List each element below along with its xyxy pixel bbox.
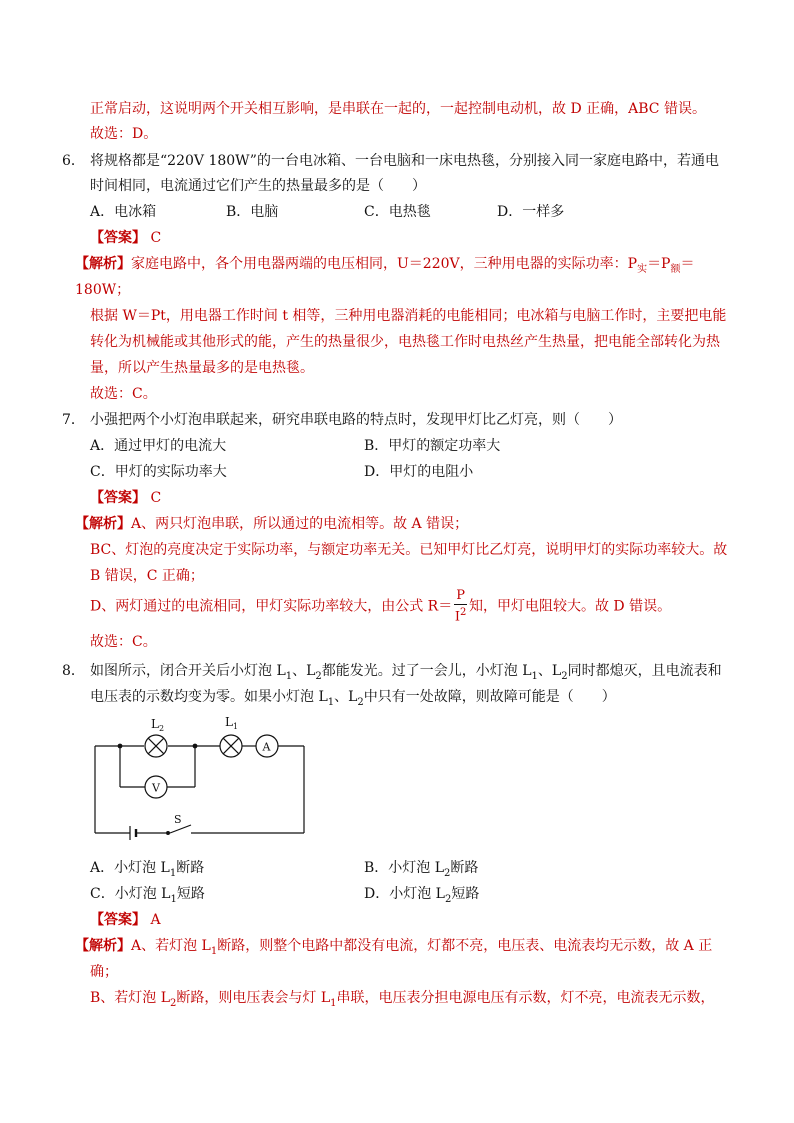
analysis-label: 【解析】 xyxy=(75,256,131,272)
q7-option-b: B．甲灯的额定功率大 xyxy=(364,438,501,454)
q8-s1e: 同时都熄灭，且电流表和 xyxy=(567,663,722,679)
q7-a1: A、两只灯泡串联，所以通过的电流相等。故 A 错误； xyxy=(131,516,469,532)
q8-option-c xyxy=(90,885,205,909)
q8-opt-b-sub: 2 xyxy=(444,867,451,879)
q8-s2a: 电压表的示数均变为零。如果小灯泡 L xyxy=(90,689,328,705)
q6-answer xyxy=(90,229,161,247)
q8-s1b: 、L xyxy=(292,663,316,679)
label-l2: $L_2$ xyxy=(151,717,165,733)
q8-analysis-line1 xyxy=(75,937,712,961)
label-voltmeter: V xyxy=(152,781,160,795)
fraction-den-exp: 2 xyxy=(459,607,467,618)
q8-a1-post: 断路，则整个电路中都没有电流，灯都不亮，电压表、电流表均无示数，故 A 正 xyxy=(217,938,713,954)
fraction-numerator: P xyxy=(456,588,465,603)
answer-value: C xyxy=(150,230,162,246)
switch-pivot xyxy=(166,831,170,835)
q8-opt-c-sub: 1 xyxy=(170,893,177,905)
q8-opt-d-post: 短路 xyxy=(451,886,480,902)
q6-a1-sub1: 实 xyxy=(637,263,648,275)
q7-answer xyxy=(90,489,161,507)
q5-tail-line1: 正常启动，这说明两个开关相互影响，是串联在一起的，一起控制电动机，故 D 正确，ABC 错误。 xyxy=(90,101,706,117)
q7-analysis-line1 xyxy=(75,515,468,533)
q6-a1-end: ＝ xyxy=(680,256,695,272)
answer-value: C xyxy=(150,490,162,506)
q8-answer xyxy=(90,911,161,929)
q8-opt-c-text: C．小灯泡 L xyxy=(90,886,171,902)
switch-blade xyxy=(170,825,191,833)
q7-number: 7． xyxy=(62,412,85,428)
answer-label: 【答案】 xyxy=(90,912,146,928)
q6-a1-mid: ＝P xyxy=(647,256,671,272)
q8-opt-b-post: 断路 xyxy=(450,860,479,876)
fraction-denominator xyxy=(454,605,467,625)
fraction-den-base: I xyxy=(454,609,460,625)
q8-number: 8． xyxy=(62,663,85,679)
q7-option-d: D．甲灯的电阻小 xyxy=(364,464,474,480)
q6-option-d: D．一样多 xyxy=(497,204,565,220)
q8-s1d: 、L xyxy=(537,663,562,679)
q8-opt-d-text: D．小灯泡 L xyxy=(364,886,445,902)
q8-a3-post: 串联，电压表分担电源电压有示数，灯不亮，电流表无示数， xyxy=(336,990,715,1006)
q6-a1-sub2: 额 xyxy=(670,263,681,275)
q7-analysis-line2: BC、灯泡的亮度决定于实际功率，与额定功率无关。已知甲灯比乙灯亮，说明甲灯的实际功率较大。故 xyxy=(90,542,728,558)
answer-value: A xyxy=(150,912,161,928)
label-switch: S xyxy=(174,813,182,826)
q7-analysis-line3: B 错误，C 正确； xyxy=(90,568,204,584)
q6-analysis-line4: 转化为机械能或其他形式的能，产生的热量很少，电热毯工作时电热丝产生热量，把电能全部转化为热 xyxy=(90,334,720,350)
q8-a3-sub1: 2 xyxy=(170,997,177,1009)
q7-analysis-line5: 故选：C。 xyxy=(90,634,157,650)
q6-analysis-line2: 180W； xyxy=(75,282,131,298)
q7-a4-pre: D、两灯通过的电流相同，甲灯实际功率较大，由公式 R＝ xyxy=(90,598,453,615)
q6-option-c: C．电热毯 xyxy=(364,204,431,220)
q8-a1-pre: A、若灯泡 L xyxy=(131,938,211,954)
circuit-diagram xyxy=(88,712,313,842)
q6-analysis-line1 xyxy=(75,255,694,279)
q6-analysis-line5: 量，所以产生热量最多的是电热毯。 xyxy=(90,360,314,376)
q8-opt-d-sub: 2 xyxy=(444,893,452,905)
q7-stem: 小强把两个小灯泡串联起来，研究串联电路的特点时，发现甲灯比乙灯亮，则（ ） xyxy=(90,412,622,428)
q6-option-a: A．电冰箱 xyxy=(90,204,157,220)
q6-stem-line2: 时间相同，电流通过它们产生的热量最多的是（ ） xyxy=(90,178,426,194)
q8-s1-sub2: 2 xyxy=(315,670,322,682)
q6-analysis-line3: 根据 W＝Pt，用电器工作时间 t 相等，三种用电器消耗的电能相同；电冰箱与电脑工作时，主要把电能 xyxy=(90,308,727,324)
q8-s2c: 中只有一处故障，则故障可能是（ ） xyxy=(363,689,616,705)
q8-stem-line2 xyxy=(90,688,616,712)
fraction-p-over-i2 xyxy=(454,588,467,625)
q8-opt-a-text: A．小灯泡 L xyxy=(90,860,170,876)
q7-a4-post: 知，甲灯电阻较大。故 D 错误。 xyxy=(468,598,672,615)
q8-opt-a-post: 断路 xyxy=(176,860,205,876)
label-ammeter: A xyxy=(262,740,271,754)
q8-a3-pre: B、若灯泡 L xyxy=(90,990,171,1006)
label-l1: $L_1$ xyxy=(225,715,239,731)
q8-s1-sub1: 1 xyxy=(285,670,293,682)
q6-stem-line1: 将规格都是“220V 180W”的一台电冰箱、一台电脑和一床电热毯，分别接入同一家庭电路中，若通电 xyxy=(90,153,719,169)
q8-s1c: 都能发光。过了一会儿，小灯泡 L xyxy=(321,663,532,679)
q8-s1-sub4: 2 xyxy=(561,670,568,682)
q8-option-a xyxy=(90,859,204,883)
q8-opt-b-text: B．小灯泡 L xyxy=(364,860,445,876)
answer-label: 【答案】 xyxy=(90,230,146,246)
q6-analysis-line6: 故选：C。 xyxy=(90,386,157,402)
q8-option-d xyxy=(364,885,479,909)
analysis-label: 【解析】 xyxy=(75,516,131,532)
q8-opt-c-post: 短路 xyxy=(176,886,205,902)
q7-analysis-line4 xyxy=(90,588,671,625)
q8-a3-mid: 断路，则电压表会与灯 L xyxy=(176,990,331,1006)
q7-option-a: A．通过甲灯的电流大 xyxy=(90,438,227,454)
answer-label: 【答案】 xyxy=(90,490,146,506)
q8-s1a: 如图所示，闭合开关后小灯泡 L xyxy=(90,663,286,679)
q6-number: 6． xyxy=(62,153,85,169)
q6-option-b: B．电脑 xyxy=(226,204,279,220)
q6-a1: 家庭电路中，各个用电器两端的电压相同，U＝220V，三种用电器的实际功率：P xyxy=(131,256,638,272)
analysis-label: 【解析】 xyxy=(75,938,131,954)
q8-analysis-line2: 确； xyxy=(90,964,118,980)
q5-tail-line2: 故选：D。 xyxy=(90,126,158,142)
q8-s1-sub3: 1 xyxy=(531,670,538,682)
q8-opt-a-sub: 1 xyxy=(169,867,177,879)
q8-s2-sub1: 1 xyxy=(327,696,335,708)
q8-stem-line1 xyxy=(90,662,722,686)
q8-option-b xyxy=(364,859,478,883)
q8-s2b: 、L xyxy=(334,689,358,705)
q8-analysis-line3 xyxy=(90,989,715,1013)
q7-option-c: C．甲灯的实际功率大 xyxy=(90,464,227,480)
junction-left xyxy=(118,744,123,749)
q8-a3-sub2: 1 xyxy=(330,997,337,1009)
q8-s2-sub2: 2 xyxy=(357,696,364,708)
q8-a1-sub: 1 xyxy=(210,945,218,957)
junction-right xyxy=(193,744,198,749)
